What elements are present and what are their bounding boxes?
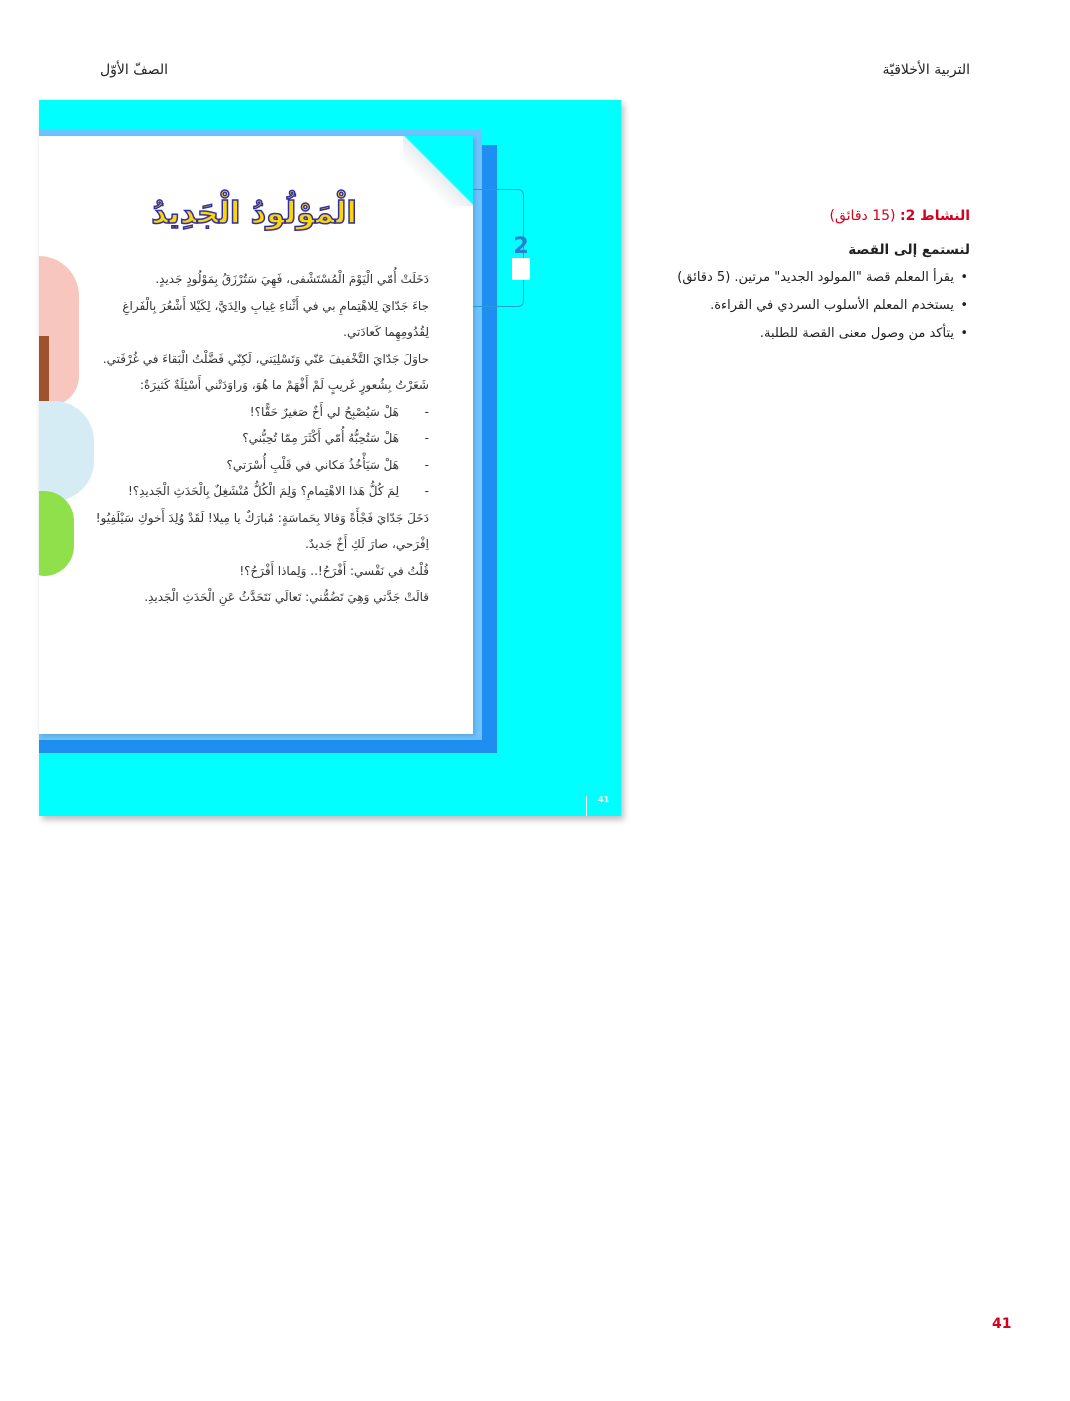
story-line: دَخَلَتْ أُمّي الْيَوْمَ الْمُسْتَشْفى، فَهِيَ سَتُرْزَقُ بِمَوْلُودٍ جَديدٍ. <box>155 272 429 286</box>
activity-instructions <box>650 208 970 348</box>
activity-heading <box>650 208 970 224</box>
inner-page-number: 41 <box>598 795 610 804</box>
illustration-green <box>39 491 74 576</box>
list-item: • يتأكد من وصول معنى القصة للطلبة. <box>650 320 970 348</box>
chapter-bracket-gap <box>512 258 530 280</box>
page-number: 41 <box>992 1316 1012 1332</box>
story-page <box>39 136 473 734</box>
list-item: • يقرأ المعلم قصة "المولود الجديد" مرتين. (5 دقائق) <box>650 264 970 292</box>
story-line: قالَتْ جَدَّتي وَهِيَ تَضُمُّني: تَعالَي نَتَحَدَّثُ عَنِ الْحَدَثِ الْجَديدِ. <box>144 590 429 604</box>
story-line: دَخَلَ جَدّايَ فَجْأَةً وَقالا بِحَماسَةٍ: مُبارَكٌ يا مِيلا! لَقَدْ وُلِدَ أَخوكِ سَيْلَفِيُو! <box>95 510 429 525</box>
story-line: جاءَ جَدّايَ لِلاهْتِمامِ بي في أَثْناءِ غِيابِ والِدَيَّ، لِكَيْلا أَشْعُرَ بِالْفَراغِ <box>122 298 429 313</box>
list-item: • يستخدم المعلم الأسلوب السردي في القراءة. <box>650 292 970 320</box>
story-title: الْمَوْلُودُ الْجَدِيدُ <box>151 196 357 231</box>
header-subject: التربية الأخلاقيّة <box>882 62 970 78</box>
chapter-number: 2 <box>513 234 529 259</box>
story-text <box>84 266 429 611</box>
illustration-brown <box>39 336 49 406</box>
story-line: لِقُدُومِهِما كَعادَتي. <box>343 325 429 339</box>
activity-subheading: لنستمع إلى القصة <box>848 242 970 258</box>
inner-page-divider <box>586 796 587 816</box>
header-grade: الصفّ الأوّل <box>100 62 169 78</box>
story-line: حاوَلَ جَدّايَ التَّخْفيفَ عَنّي وَتَسْلِيَتي، لَكِنّي فَضَّلْتُ الْبَقاءَ في غُرْفَتي. <box>102 351 429 366</box>
activity-bullets <box>650 264 970 348</box>
story-question: - هَلْ سَتُحِبُّهُ أُمّي أَكْثَرَ مِمّا تُحِبُّني؟ <box>84 425 429 452</box>
story-question: - هَلْ سَيُصْبِحُ لي أَخٌ صَغيرٌ حَقًّا؟! <box>84 399 429 426</box>
activity-duration: (15 دقائق) <box>829 208 896 224</box>
story-question: - لِمَ كُلُّ هَذا الاهْتِمامِ؟ وَلِمَ الْكُلُّ مُنْشَغِلٌ بِالْحَدَثِ الْجَديدِ؟! <box>84 478 429 505</box>
story-line: اِفْرَحي، صارَ لَكِ أَخٌ جَديدٌ. <box>305 537 429 551</box>
activity-label: النشاط 2: <box>899 208 970 224</box>
page-curl <box>403 136 473 206</box>
story-line: شَعَرْتُ بِشُعورٍ غَريبٍ لَمْ أَفْهَمْ ما هُوَ، وَراوَدَتْني أَسْئِلَةٌ كَثيرَةٌ: <box>139 378 429 392</box>
story-question: - هَلْ سَيَأْخُذُ مَكاني في قَلْبِ أُسْرَتي؟ <box>84 452 429 479</box>
story-line: قُلْتُ في نَفْسي: أَفْرَحُ!.. وَلِماذا أَفْرَحُ؟! <box>239 563 429 578</box>
